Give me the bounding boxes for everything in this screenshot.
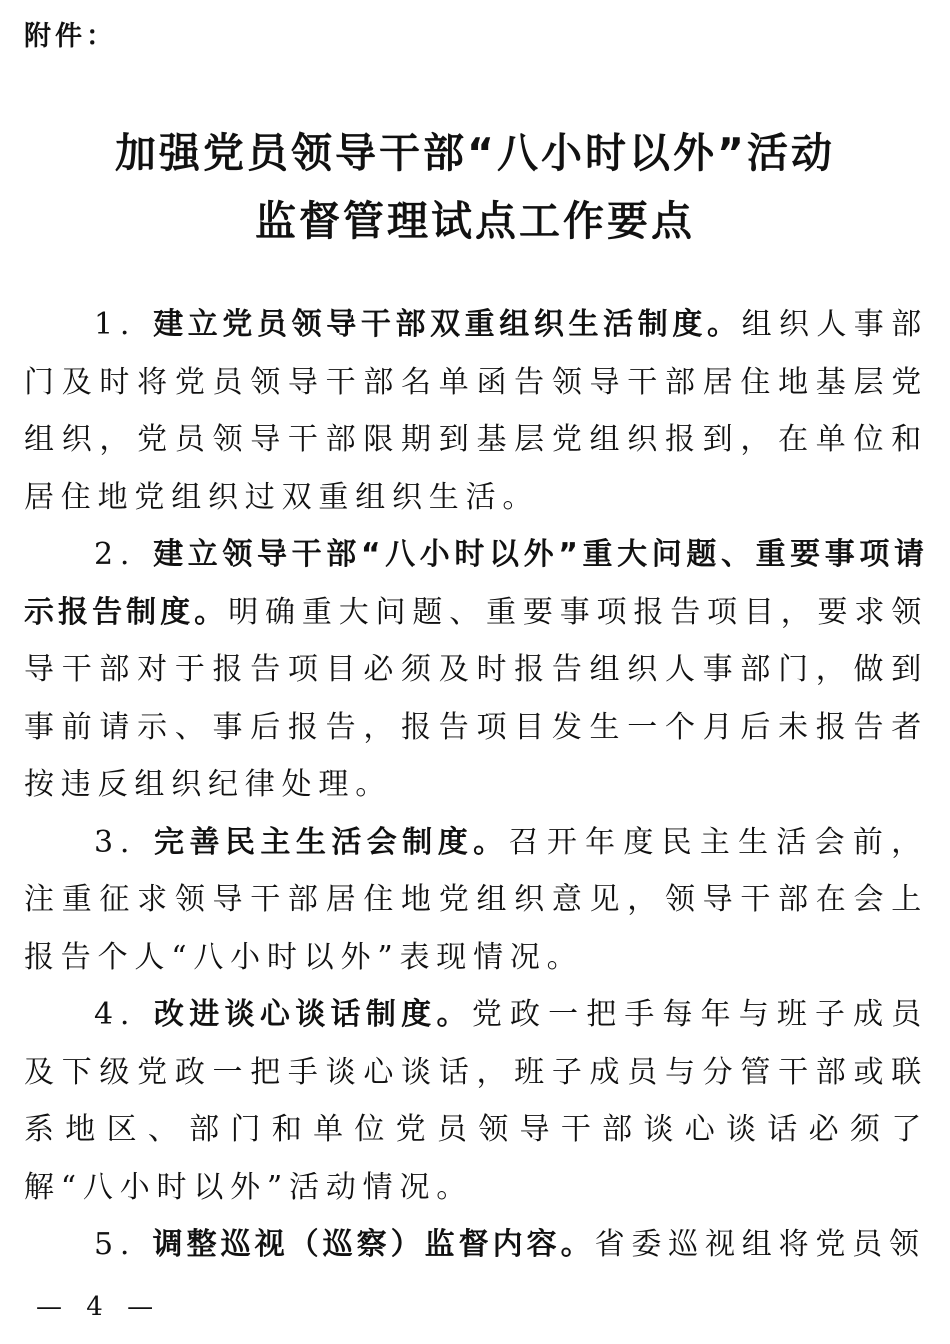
paragraph-number: 2. (94, 537, 137, 572)
paragraph-heading: 完善民主生活会制度。 (154, 824, 509, 860)
paragraph-text: 组织人事部门及时将党员领导干部名单函告领导干部居住地基层党组织，党员领导干部限期到基层党组织报到，在单位和居住地党组织过双重组织生活。 (24, 307, 929, 515)
paragraph-5 (24, 1216, 928, 1274)
paragraph-number: 5. (94, 1227, 137, 1262)
paragraph-text: 召开年度民主生活会前，注重征求领导干部居住地党组织意见，领导干部在会上报告个人“八小时以外”表现情况。 (24, 824, 928, 975)
page-number: — 4 — (36, 1292, 162, 1322)
paragraph-heading: 改进谈心谈话制度。 (153, 997, 472, 1032)
paragraph-1 (24, 296, 928, 526)
paragraph-4 (24, 986, 928, 1216)
paragraph-number: 3. (94, 824, 137, 860)
paragraph-text: 党政一把手每年与班子成员及下级党政一把手谈心谈话，班子成员与分管干部或联系地区、部门和单位党员领导干部谈心谈话必须了解“八小时以外”活动情况。 (24, 997, 928, 1205)
document-body (24, 296, 928, 1274)
attachment-label: 附件： (24, 21, 117, 52)
paragraph-text: 明确重大问题、重要事项报告项目，要求领导干部对于报告项目必须及时报告组织人事部门，做到事前请示、事后报告，报告项目发生一个月后未报告者按违反组织纪律处理。 (24, 594, 928, 802)
document-title-line-1: 加强党员领导干部“八小时以外”活动 (115, 129, 835, 177)
paragraph-number: 4. (94, 997, 137, 1032)
paragraph-heading: 调整巡视（巡察）监督内容。 (152, 1227, 595, 1262)
paragraph-number: 1. (94, 307, 137, 342)
paragraph-heading: 建立党员领导干部双重组织生活制度。 (153, 307, 742, 342)
paragraph-2 (24, 526, 928, 814)
paragraph-3 (24, 814, 928, 987)
document-title-line-2: 监督管理试点工作要点 (255, 197, 695, 245)
paragraph-text: 省委巡视组将党员领 (594, 1227, 926, 1262)
paragraph-heading: 建立领导干部“八小时以外”重大问题、重要事项请示报告制度。 (24, 537, 928, 630)
